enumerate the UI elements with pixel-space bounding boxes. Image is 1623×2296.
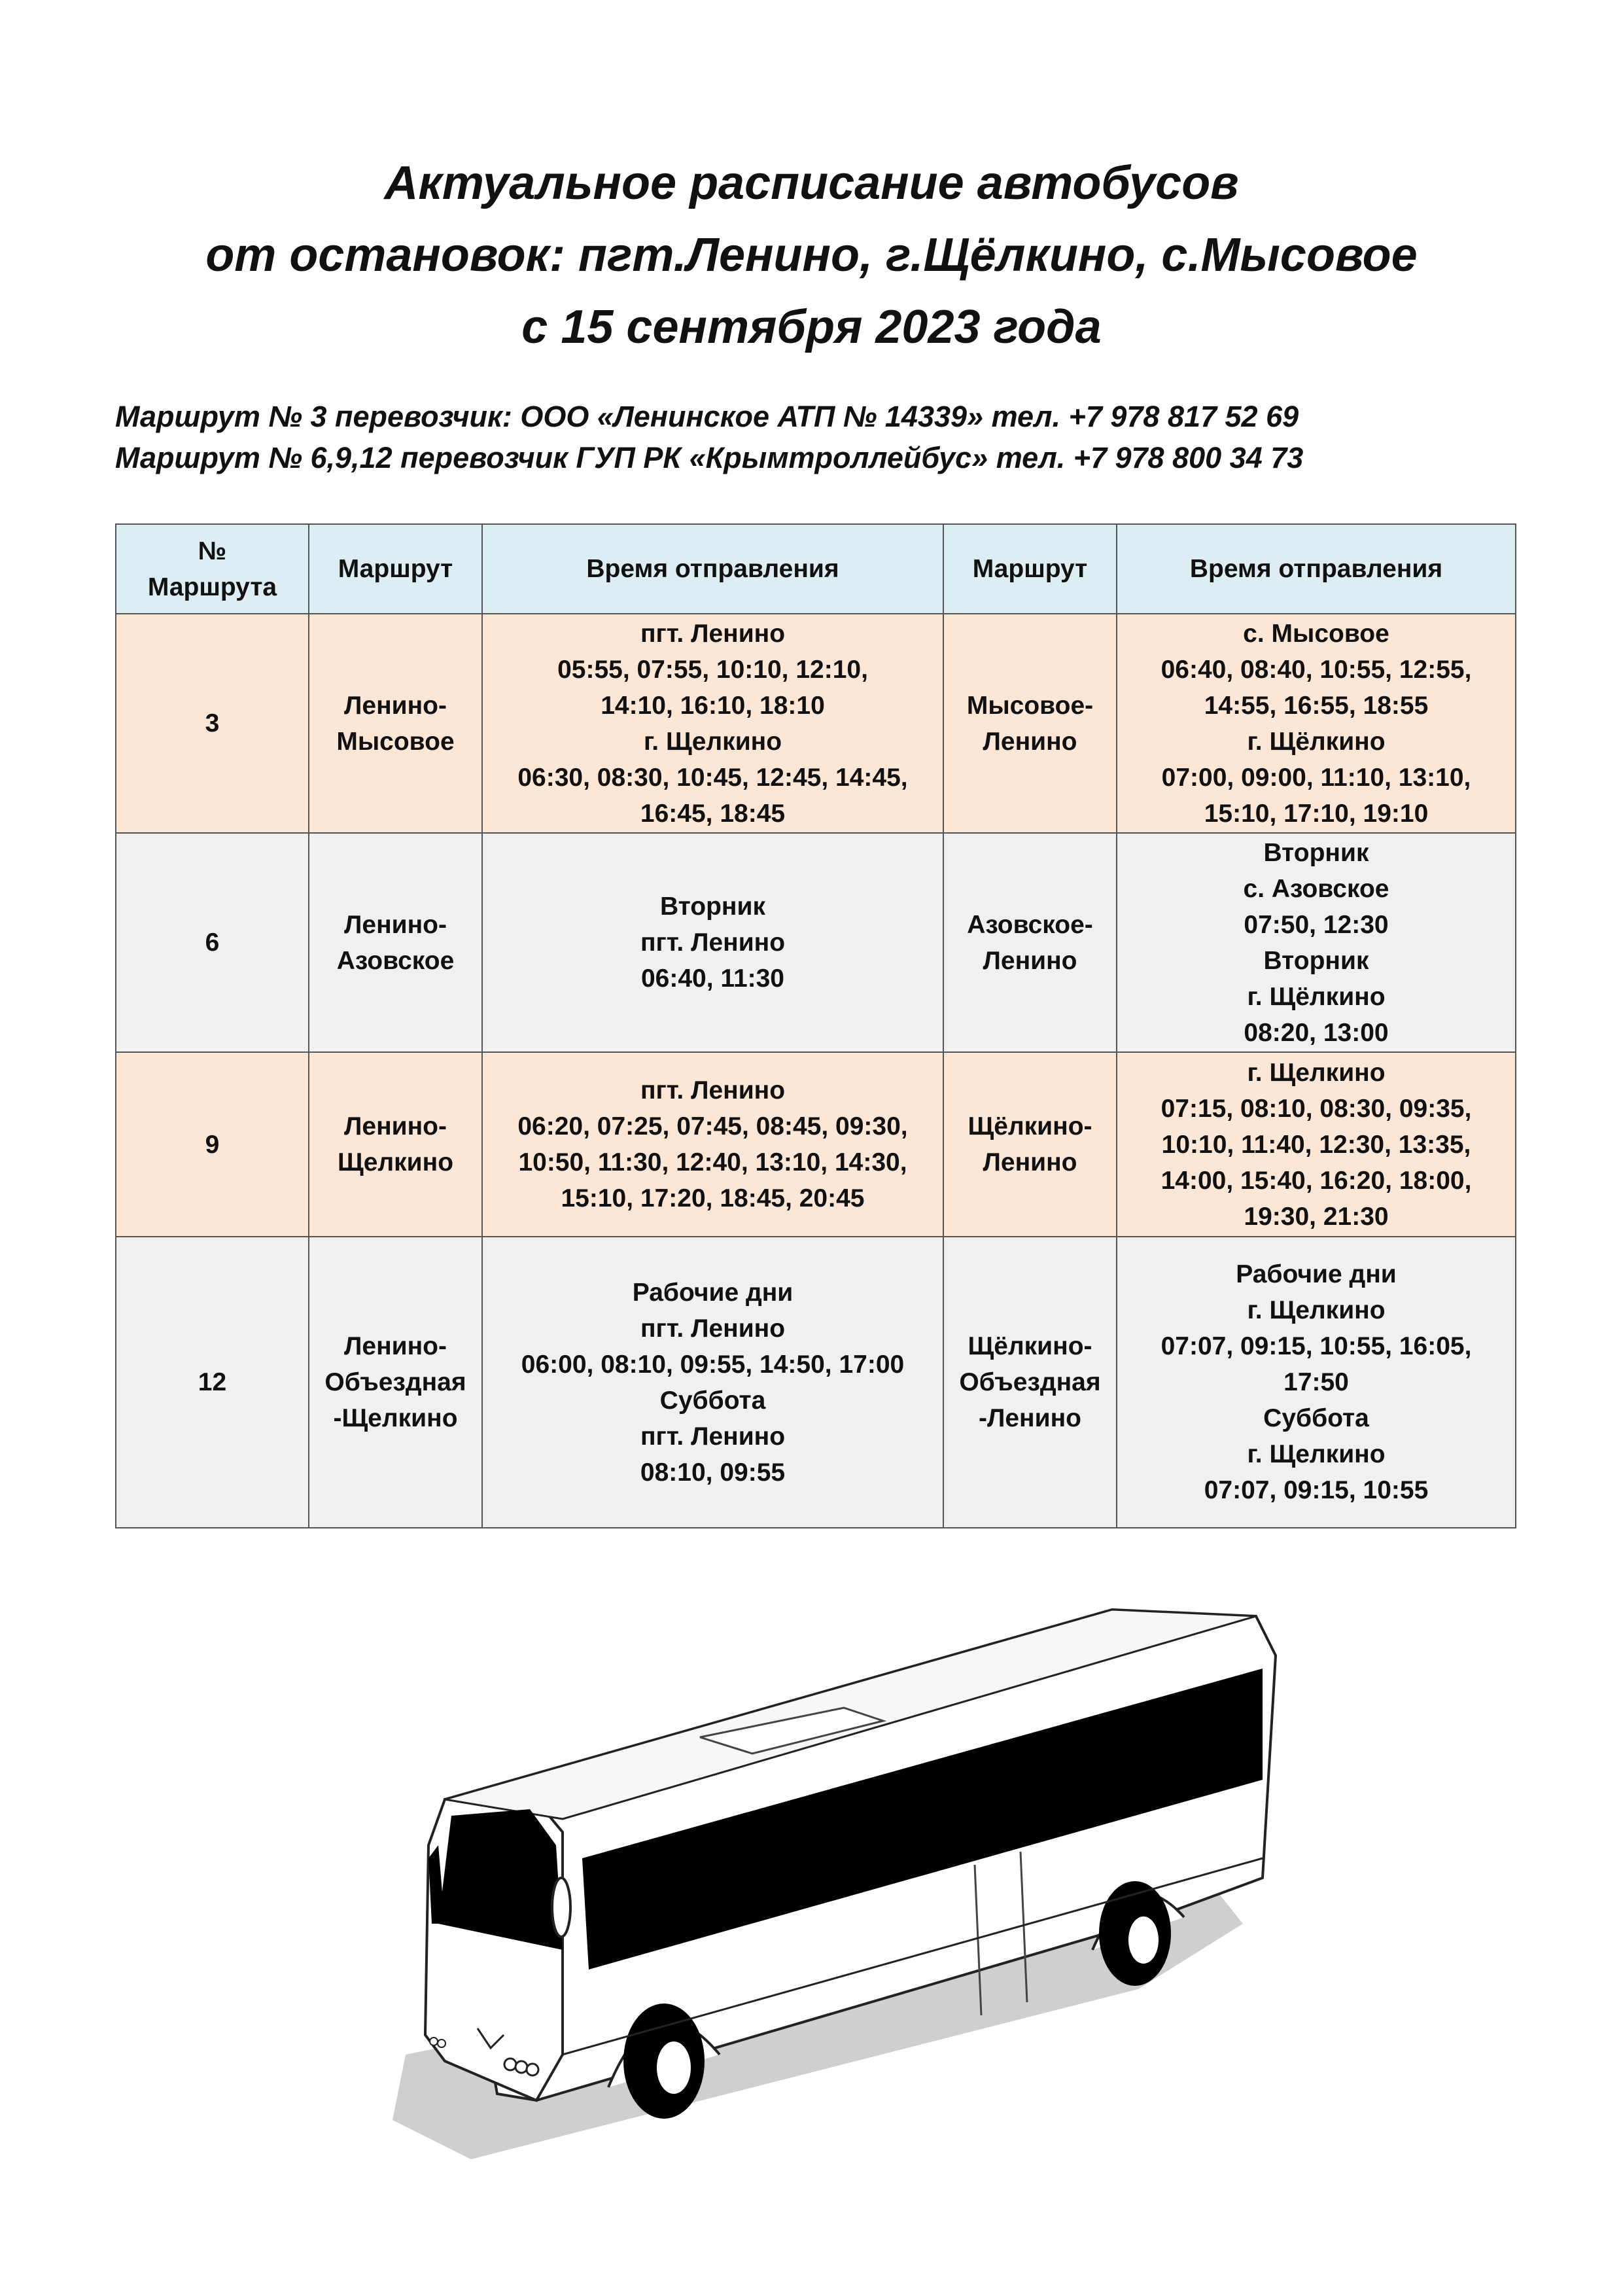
header-time-return: Время отправления [1117,524,1516,614]
bus-illustration [366,1583,1295,2159]
time-return-cell: Рабочие дни г. Щелкино 07:07, 09:15, 10:55, 16:05, 17:50 Суббота г. Щелкино 07:07, 09:15, 10:55 [1117,1237,1516,1528]
bus-icon [366,1583,1295,2159]
time-outbound-cell: Вторник пгт. Ленино 06:40, 11:30 [482,833,943,1052]
route-number-cell: 6 [116,833,309,1052]
time-outbound-cell: пгт. Ленино 06:20, 07:25, 07:45, 08:45, 09:30, 10:50, 11:30, 12:40, 13:10, 14:30, 15:10, 17:20, 18:45, 20:45 [482,1052,943,1237]
route-return-cell: Щёлкино- Объездная -Ленино [943,1237,1117,1528]
route-outbound-cell: Ленино- Мысовое [309,614,482,833]
route-outbound-cell: Ленино- Щелкино [309,1052,482,1237]
carrier-line-route-3: Маршрут № 3 перевозчик: ООО «Ленинское АТП № 14339» тел. +7 978 817 52 69 [115,400,1299,433]
page-title [0,147,1623,363]
route-return-cell: Азовское- Ленино [943,833,1117,1052]
route-outbound-cell: Ленино- Азовское [309,833,482,1052]
table-header-row [116,524,1516,614]
table-row [116,1052,1516,1237]
title-line-3: с 15 сентября 2023 года [521,301,1102,353]
header-route-outbound: Маршрут [309,524,482,614]
table-row [116,614,1516,833]
header-time-outbound: Время отправления [482,524,943,614]
route-number-cell: 3 [116,614,309,833]
route-return-cell: Щёлкино- Ленино [943,1052,1117,1237]
table-row [116,1237,1516,1528]
time-return-cell: с. Мысовое 06:40, 08:40, 10:55, 12:55, 14:55, 16:55, 18:55 г. Щёлкино 07:00, 09:00, 11:10, 13:10, 15:10, 17:10, 19:10 [1117,614,1516,833]
route-number-cell: 9 [116,1052,309,1237]
route-number-cell: 12 [116,1237,309,1528]
carrier-info [115,396,1554,478]
route-return-cell: Мысовое- Ленино [943,614,1117,833]
title-line-2: от остановок: пгт.Ленино, г.Щёлкино, с.Мысовое [205,229,1418,281]
title-line-1: Актуальное расписание автобусов [384,157,1239,209]
table-row [116,833,1516,1052]
carrier-line-routes-6-9-12: Маршрут № 6,9,12 перевозчик ГУП РК «Крымтроллейбус» тел. +7 978 800 34 73 [115,441,1304,474]
header-route-number: № Маршрута [116,524,309,614]
route-outbound-cell: Ленино- Объездная -Щелкино [309,1237,482,1528]
header-route-return: Маршрут [943,524,1117,614]
time-return-cell: г. Щелкино 07:15, 08:10, 08:30, 09:35, 10:10, 11:40, 12:30, 13:35, 14:00, 15:40, 16:20, 18:00, 19:30, 21:30 [1117,1052,1516,1237]
time-return-cell: Вторник с. Азовское 07:50, 12:30 Вторник г. Щёлкино 08:20, 13:00 [1117,833,1516,1052]
schedule-table [115,523,1516,1528]
time-outbound-cell: Рабочие дни пгт. Ленино 06:00, 08:10, 09:55, 14:50, 17:00 Суббота пгт. Ленино 08:10, 09:55 [482,1237,943,1528]
time-outbound-cell: пгт. Ленино 05:55, 07:55, 10:10, 12:10, 14:10, 16:10, 18:10 г. Щелкино 06:30, 08:30, 10:45, 12:45, 14:45, 16:45, 18:45 [482,614,943,833]
